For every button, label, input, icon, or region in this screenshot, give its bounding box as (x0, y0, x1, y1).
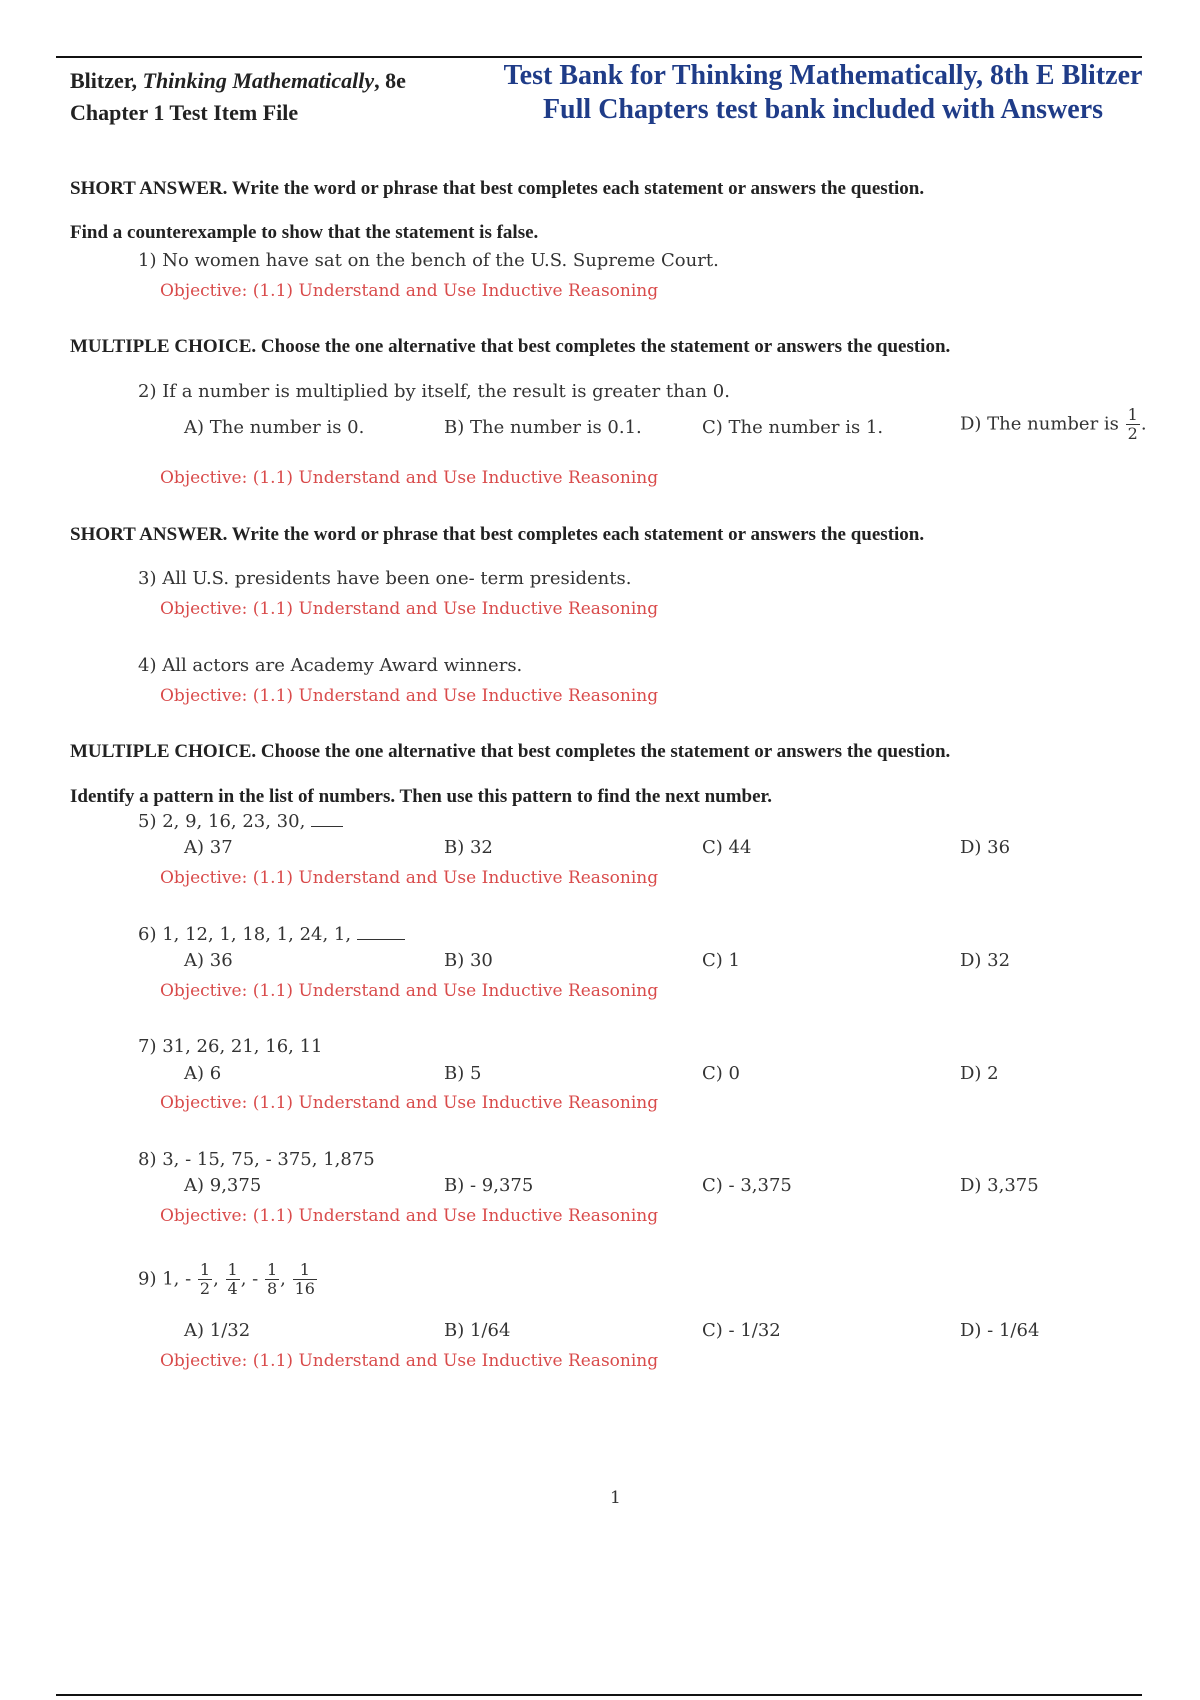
header-author: Blitzer, (70, 68, 143, 93)
objective-4: Objective: (1.1) Understand and Use Inductive Reasoning (160, 686, 659, 706)
question-6 (138, 923, 405, 945)
q9-fraction-3 (265, 1261, 279, 1298)
q2-option-b: B) The number is 0.1. (444, 417, 642, 438)
objective-7: Objective: (1.1) Understand and Use Inductive Reasoning (160, 1093, 659, 1113)
q8-option-d: D) 3,375 (960, 1175, 1039, 1196)
header-testbank-title: Test Bank for Thinking Mathematically, 8th E Blitzer (503, 60, 1143, 91)
objective-3: Objective: (1.1) Understand and Use Inductive Reasoning (160, 599, 659, 619)
q8-option-a: A) 9,375 (184, 1175, 262, 1196)
q6-option-d: D) 32 (960, 950, 1011, 971)
q9-fraction-4-numerator: 1 (293, 1261, 317, 1280)
section-multiple-choice: MULTIPLE CHOICE. Choose the one alternative that best completes the statement or answers the question. (70, 336, 951, 357)
page-number: 1 (610, 1488, 621, 1508)
q9-option-a: A) 1/32 (184, 1320, 251, 1341)
answer-blank (357, 923, 405, 940)
question-9 (138, 1261, 318, 1298)
q9-comma: , (280, 1268, 292, 1290)
q9-fraction-3-numerator: 1 (266, 1260, 278, 1279)
q5-option-d: D) 36 (960, 837, 1011, 858)
q9-fraction-3-denominator: 8 (266, 1279, 278, 1298)
q9-option-d: D) - 1/64 (960, 1320, 1040, 1341)
q9-fraction-1-numerator: 1 (199, 1260, 211, 1279)
question-9-prefix: 9) 1, - (138, 1268, 197, 1290)
question-2: 2) If a number is multiplied by itself, the result is greater than 0. (138, 381, 730, 402)
q2-option-d-suffix: . (1140, 413, 1147, 435)
q2-option-a: A) The number is 0. (184, 417, 365, 438)
objective-9: Objective: (1.1) Understand and Use Inductive Reasoning (160, 1351, 659, 1371)
objective-6: Objective: (1.1) Understand and Use Inductive Reasoning (160, 981, 659, 1001)
q8-option-b: B) - 9,375 (444, 1175, 534, 1196)
q5-option-c: C) 44 (702, 837, 752, 858)
q2-option-d-prefix: D) The number is (960, 413, 1125, 435)
q2-option-c: C) The number is 1. (702, 417, 884, 438)
q7-option-b: B) 5 (444, 1063, 482, 1084)
q9-fraction-2 (226, 1261, 240, 1298)
question-3: 3) All U.S. presidents have been one- term presidents. (138, 568, 632, 589)
q2-fraction-denominator: 2 (1127, 424, 1138, 443)
q7-option-a: A) 6 (184, 1063, 222, 1084)
question-6-text: 6) 1, 12, 1, 18, 1, 24, 1, (138, 924, 357, 945)
objective-1: Objective: (1.1) Understand and Use Inductive Reasoning (160, 281, 659, 301)
bottom-rule (56, 1694, 1142, 1696)
q7-option-c: C) 0 (702, 1063, 740, 1084)
q9-fraction-1-denominator: 2 (199, 1279, 211, 1298)
question-8: 8) 3, - 15, 75, - 375, 1,875 (138, 1149, 375, 1170)
q2-option-d (960, 406, 1147, 443)
question-1: 1) No women have sat on the bench of the U.S. Supreme Court. (138, 250, 719, 271)
q9-fraction-2-numerator: 1 (227, 1260, 238, 1279)
instruction-counterexample: Find a counterexample to show that the statement is false. (70, 222, 539, 243)
header-edition: , 8e (374, 68, 406, 93)
question-5-text: 5) 2, 9, 16, 23, 30, (138, 811, 312, 832)
q6-option-c: C) 1 (702, 950, 740, 971)
q5-option-a: A) 37 (184, 837, 233, 858)
q8-option-c: C) - 3,375 (702, 1175, 792, 1196)
section-short-answer-2: SHORT ANSWER. Write the word or phrase that best completes each statement or answers the question. (70, 524, 925, 545)
q9-comma: , (213, 1268, 225, 1290)
question-7: 7) 31, 26, 21, 16, 11 (138, 1036, 323, 1057)
q9-fraction-1 (198, 1261, 212, 1298)
q6-option-b: B) 30 (444, 950, 493, 971)
q5-option-b: B) 32 (444, 837, 493, 858)
q9-separator-negative: , - (240, 1268, 264, 1290)
answer-blank (311, 810, 343, 827)
objective-5: Objective: (1.1) Understand and Use Inductive Reasoning (160, 868, 659, 888)
header-book-title: Thinking Mathematically (142, 68, 375, 93)
q6-option-a: A) 36 (184, 950, 233, 971)
objective-2: Objective: (1.1) Understand and Use Inductive Reasoning (160, 468, 659, 488)
q2-fraction (1126, 406, 1140, 443)
header-chapter: Chapter 1 Test Item File (70, 100, 299, 125)
q9-fraction-4-denominator: 16 (294, 1279, 315, 1298)
header-book-line (70, 68, 406, 94)
q9-option-b: B) 1/64 (444, 1320, 511, 1341)
question-5 (138, 810, 343, 832)
header-testbank-subtitle: Full Chapters test bank included with Answers (542, 94, 1104, 125)
q9-fraction-2-denominator: 4 (227, 1279, 238, 1298)
instruction-pattern: Identify a pattern in the list of numbers. Then use this pattern to find the next number. (70, 786, 772, 807)
q9-fraction-4 (293, 1261, 317, 1298)
question-4: 4) All actors are Academy Award winners. (138, 655, 523, 676)
q7-option-d: D) 2 (960, 1063, 999, 1084)
top-rule (56, 56, 1142, 58)
section-short-answer: SHORT ANSWER. Write the word or phrase that best completes each statement or answers the question. (70, 178, 925, 199)
q9-option-c: C) - 1/32 (702, 1320, 781, 1341)
section-multiple-choice-2: MULTIPLE CHOICE. Choose the one alternative that best completes the statement or answers the question. (70, 741, 951, 762)
objective-8: Objective: (1.1) Understand and Use Inductive Reasoning (160, 1206, 659, 1226)
q2-fraction-numerator: 1 (1127, 405, 1138, 424)
